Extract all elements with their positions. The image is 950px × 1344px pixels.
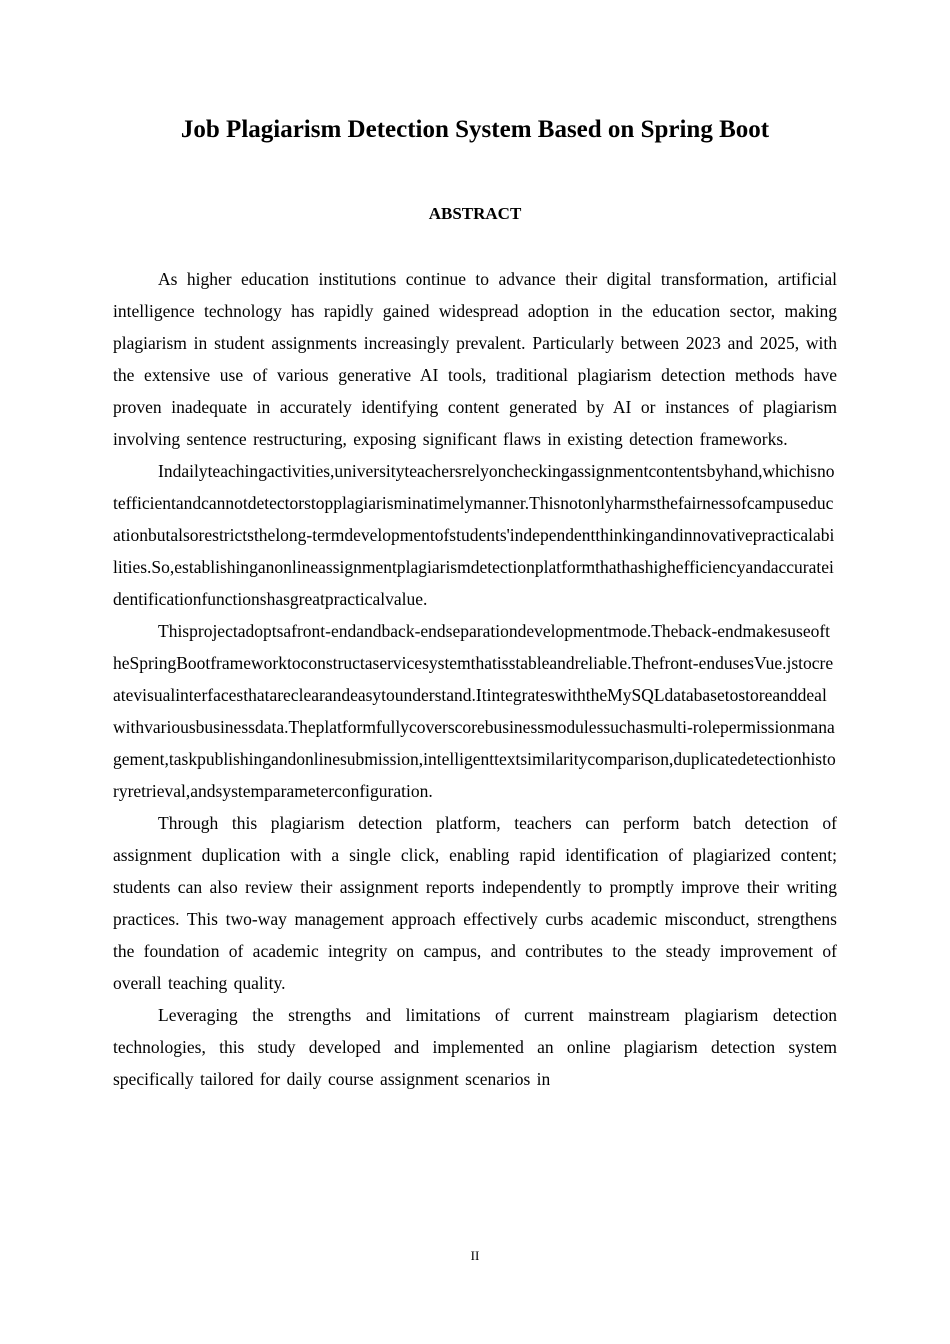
abstract-paragraph: Leveraging the strengths and limitations of current mainstream plagiarism detection technologies, this study developed and implemented an online plagiarism detection system specifically tailored for daily course assignment scenarios in: [113, 1005, 837, 1089]
abstract-paragraph: Thisprojectadoptsafront-endandback-endseparationdevelopmentmode.Theback-endmakesuseoftheSpringBootframeworktoconstructaservicesystemthatisstableandreliable.Thefront-endusesVue.jstocreatevisualinterfacesthatareclearandeasytounderstand.ItintegrateswiththeMySQLdatabasetostoreanddealwithvariousbusinessdata.Theplatformfullycoverscorebusinessmodulessuchasmulti-rolepermissionmanagement,taskpublishingandonlinesubmission,intelligenttextsimilaritycomparison,duplicatedetectionhistoryretrieval,andsystemparameterconfiguration.: [113, 621, 836, 801]
abstract-paragraph: Indailyteachingactivities,universityteachersrelyoncheckingassignmentcontentsbyhand,whichisnotefficientandcannotdetectorstopplagiarisminatimelymanner.Thisnotonlyharmsthefairnessofcampuseducationbutalsorestrictsthelong-termdevelopmentofstudents'independentthinkingandinnovativepracticalabilities.So,establishinganonlineassignmentplagiarismdetectionplatformthathashighefficiencyandaccurateidentificationfunctionshasgreatpracticalvalue.: [113, 461, 835, 609]
abstract-body: [113, 263, 837, 1095]
abstract-heading: ABSTRACT: [428, 204, 522, 223]
page-number: II: [470, 1248, 480, 1263]
document-title: Job Plagiarism Detection System Based on Spring Boot: [180, 116, 770, 143]
abstract-paragraph: Through this plagiarism detection platform, teachers can perform batch detection of assignment duplication with a single click, enabling rapid identification of plagiarized content; students can also review their assignment reports independently to promptly improve their writing practices. This two-way management approach effectively curbs academic misconduct, strengthens the foundation of academic integrity on campus, and contributes to the steady improvement of overall teaching quality.: [113, 813, 837, 993]
abstract-paragraph: As higher education institutions continue to advance their digital transformation, artificial intelligence technology has rapidly gained widespread adoption in the education sector, making plagiarism in student assignments increasingly prevalent. Particularly between 2023 and 2025, with the extensive use of various generative AI tools, traditional plagiarism detection methods have proven inadequate in accurately identifying content generated by AI or instances of plagiarism involving sentence restructuring, exposing significant flaws in existing detection frameworks.: [113, 269, 837, 449]
